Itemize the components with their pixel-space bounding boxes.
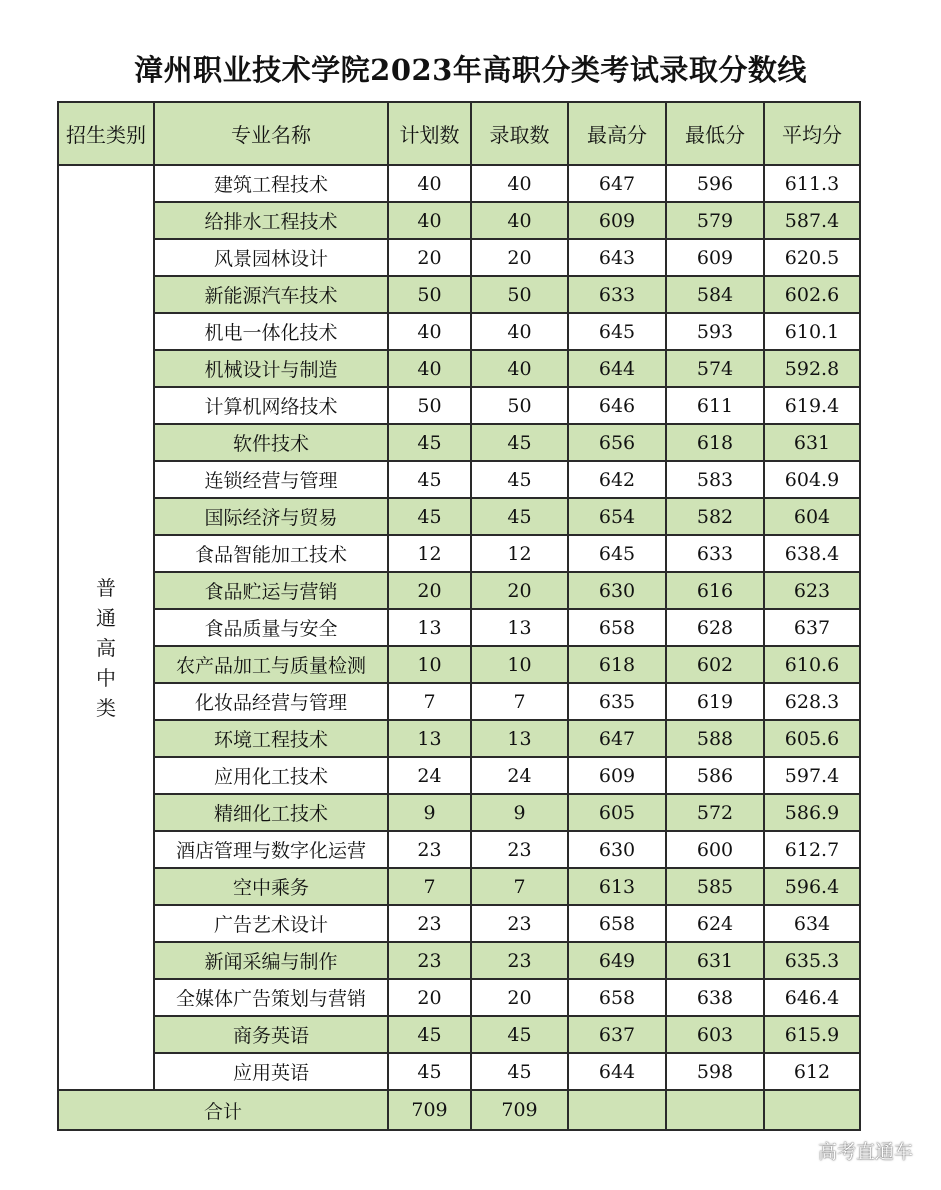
watermark: 高考直通车	[817, 1141, 913, 1163]
plan-cell: 40	[388, 165, 471, 202]
min-score-cell: 600	[666, 831, 764, 868]
max-score-cell: 645	[568, 535, 666, 572]
total-min-empty	[666, 1090, 764, 1130]
plan-cell: 13	[388, 609, 471, 646]
min-score-cell: 618	[666, 424, 764, 461]
min-score-cell: 609	[666, 239, 764, 276]
avg-score-cell: 612	[764, 1053, 860, 1090]
max-score-cell: 630	[568, 572, 666, 609]
avg-score-cell: 586.9	[764, 794, 860, 831]
major-cell: 新能源汽车技术	[154, 276, 388, 313]
avg-score-cell: 602.6	[764, 276, 860, 313]
major-cell: 新闻采编与制作	[154, 942, 388, 979]
avg-score-cell: 597.4	[764, 757, 860, 794]
max-score-cell: 643	[568, 239, 666, 276]
major-cell: 给排水工程技术	[154, 202, 388, 239]
col-header-plan: 计划数	[388, 102, 471, 165]
max-score-cell: 644	[568, 1053, 666, 1090]
table-row	[58, 535, 860, 572]
category-label: 普通高中类	[96, 575, 116, 720]
col-header-admitted: 录取数	[471, 102, 568, 165]
major-cell: 农产品加工与质量检测	[154, 646, 388, 683]
table-row	[58, 202, 860, 239]
table-row	[58, 1053, 860, 1090]
major-cell: 酒店管理与数字化运营	[154, 831, 388, 868]
table-body	[58, 165, 860, 1090]
avg-score-cell: 615.9	[764, 1016, 860, 1053]
total-label: 合计	[58, 1090, 388, 1130]
plan-cell: 45	[388, 498, 471, 535]
plan-cell: 40	[388, 202, 471, 239]
table-row	[58, 794, 860, 831]
plan-cell: 23	[388, 942, 471, 979]
table-row	[58, 942, 860, 979]
table-row	[58, 979, 860, 1016]
max-score-cell: 645	[568, 313, 666, 350]
plan-cell: 40	[388, 350, 471, 387]
major-cell: 建筑工程技术	[154, 165, 388, 202]
plan-cell: 10	[388, 646, 471, 683]
avg-score-cell: 619.4	[764, 387, 860, 424]
major-cell: 广告艺术设计	[154, 905, 388, 942]
major-cell: 软件技术	[154, 424, 388, 461]
max-score-cell: 609	[568, 202, 666, 239]
page-title: 漳州职业技术学院2023年高职分类考试录取分数线	[134, 53, 807, 87]
major-cell: 空中乘务	[154, 868, 388, 905]
min-score-cell: 583	[666, 461, 764, 498]
min-score-cell: 598	[666, 1053, 764, 1090]
max-score-cell: 647	[568, 165, 666, 202]
table-row	[58, 498, 860, 535]
min-score-cell: 616	[666, 572, 764, 609]
max-score-cell: 658	[568, 609, 666, 646]
total-admitted: 709	[471, 1090, 568, 1130]
major-cell: 商务英语	[154, 1016, 388, 1053]
admitted-cell: 7	[471, 868, 568, 905]
table-row	[58, 609, 860, 646]
avg-score-cell: 610.6	[764, 646, 860, 683]
admitted-cell: 45	[471, 1053, 568, 1090]
table-row	[58, 683, 860, 720]
plan-cell: 7	[388, 683, 471, 720]
admitted-cell: 23	[471, 942, 568, 979]
min-score-cell: 593	[666, 313, 764, 350]
min-score-cell: 582	[666, 498, 764, 535]
min-score-cell: 631	[666, 942, 764, 979]
max-score-cell: 658	[568, 905, 666, 942]
max-score-cell: 637	[568, 1016, 666, 1053]
admitted-cell: 45	[471, 461, 568, 498]
max-score-cell: 618	[568, 646, 666, 683]
max-score-cell: 635	[568, 683, 666, 720]
plan-cell: 12	[388, 535, 471, 572]
major-cell: 环境工程技术	[154, 720, 388, 757]
min-score-cell: 628	[666, 609, 764, 646]
min-score-cell: 579	[666, 202, 764, 239]
header-row	[58, 102, 860, 165]
table-row	[58, 646, 860, 683]
major-cell: 国际经济与贸易	[154, 498, 388, 535]
plan-cell: 45	[388, 424, 471, 461]
major-cell: 全媒体广告策划与营销	[154, 979, 388, 1016]
min-score-cell: 624	[666, 905, 764, 942]
plan-cell: 7	[388, 868, 471, 905]
max-score-cell: 658	[568, 979, 666, 1016]
min-score-cell: 585	[666, 868, 764, 905]
avg-score-cell: 628.3	[764, 683, 860, 720]
major-cell: 应用化工技术	[154, 757, 388, 794]
min-score-cell: 572	[666, 794, 764, 831]
plan-cell: 9	[388, 794, 471, 831]
min-score-cell: 584	[666, 276, 764, 313]
table-row	[58, 572, 860, 609]
total-plan: 709	[388, 1090, 471, 1130]
table-row	[58, 757, 860, 794]
avg-score-cell: 635.3	[764, 942, 860, 979]
table-row	[58, 905, 860, 942]
admitted-cell: 9	[471, 794, 568, 831]
table-row	[58, 868, 860, 905]
major-cell: 化妆品经营与管理	[154, 683, 388, 720]
avg-score-cell: 646.4	[764, 979, 860, 1016]
avg-score-cell: 610.1	[764, 313, 860, 350]
admitted-cell: 12	[471, 535, 568, 572]
max-score-cell: 605	[568, 794, 666, 831]
max-score-cell: 644	[568, 350, 666, 387]
max-score-cell: 646	[568, 387, 666, 424]
min-score-cell: 586	[666, 757, 764, 794]
min-score-cell: 588	[666, 720, 764, 757]
admitted-cell: 7	[471, 683, 568, 720]
avg-score-cell: 634	[764, 905, 860, 942]
plan-cell: 13	[388, 720, 471, 757]
admission-table	[57, 101, 861, 1131]
table-row	[58, 461, 860, 498]
plan-cell: 45	[388, 1016, 471, 1053]
plan-cell: 50	[388, 276, 471, 313]
major-cell: 风景园林设计	[154, 239, 388, 276]
major-cell: 连锁经营与管理	[154, 461, 388, 498]
avg-score-cell: 604	[764, 498, 860, 535]
max-score-cell: 609	[568, 757, 666, 794]
table-row	[58, 313, 860, 350]
col-header-category: 招生类别	[58, 102, 154, 165]
admitted-cell: 45	[471, 1016, 568, 1053]
plan-cell: 20	[388, 572, 471, 609]
max-score-cell: 613	[568, 868, 666, 905]
avg-score-cell: 592.8	[764, 350, 860, 387]
avg-score-cell: 631	[764, 424, 860, 461]
table-row	[58, 424, 860, 461]
admitted-cell: 23	[471, 831, 568, 868]
admitted-cell: 23	[471, 905, 568, 942]
admitted-cell: 45	[471, 424, 568, 461]
col-header-avg: 平均分	[764, 102, 860, 165]
table-row	[58, 831, 860, 868]
total-max-empty	[568, 1090, 666, 1130]
avg-score-cell: 596.4	[764, 868, 860, 905]
avg-score-cell: 638.4	[764, 535, 860, 572]
major-cell: 食品智能加工技术	[154, 535, 388, 572]
max-score-cell: 642	[568, 461, 666, 498]
avg-score-cell: 605.6	[764, 720, 860, 757]
category-cell	[58, 165, 154, 1090]
major-cell: 计算机网络技术	[154, 387, 388, 424]
table-row	[58, 165, 860, 202]
table-row	[58, 239, 860, 276]
major-cell: 应用英语	[154, 1053, 388, 1090]
admitted-cell: 20	[471, 979, 568, 1016]
col-header-max: 最高分	[568, 102, 666, 165]
avg-score-cell: 623	[764, 572, 860, 609]
admitted-cell: 10	[471, 646, 568, 683]
min-score-cell: 633	[666, 535, 764, 572]
admitted-cell: 40	[471, 313, 568, 350]
max-score-cell: 647	[568, 720, 666, 757]
table-row	[58, 387, 860, 424]
plan-cell: 23	[388, 905, 471, 942]
admitted-cell: 40	[471, 165, 568, 202]
admitted-cell: 45	[471, 498, 568, 535]
major-cell: 食品质量与安全	[154, 609, 388, 646]
major-cell: 机电一体化技术	[154, 313, 388, 350]
admitted-cell: 13	[471, 609, 568, 646]
admitted-cell: 13	[471, 720, 568, 757]
avg-score-cell: 612.7	[764, 831, 860, 868]
min-score-cell: 596	[666, 165, 764, 202]
max-score-cell: 630	[568, 831, 666, 868]
admitted-cell: 24	[471, 757, 568, 794]
avg-score-cell: 604.9	[764, 461, 860, 498]
major-cell: 食品贮运与营销	[154, 572, 388, 609]
avg-score-cell: 620.5	[764, 239, 860, 276]
plan-cell: 20	[388, 239, 471, 276]
table-row	[58, 1016, 860, 1053]
avg-score-cell: 587.4	[764, 202, 860, 239]
max-score-cell: 649	[568, 942, 666, 979]
admitted-cell: 40	[471, 350, 568, 387]
admitted-cell: 40	[471, 202, 568, 239]
plan-cell: 20	[388, 979, 471, 1016]
admitted-cell: 20	[471, 239, 568, 276]
total-row	[58, 1090, 860, 1130]
max-score-cell: 654	[568, 498, 666, 535]
col-header-major: 专业名称	[154, 102, 388, 165]
min-score-cell: 602	[666, 646, 764, 683]
plan-cell: 45	[388, 1053, 471, 1090]
max-score-cell: 633	[568, 276, 666, 313]
min-score-cell: 611	[666, 387, 764, 424]
max-score-cell: 656	[568, 424, 666, 461]
min-score-cell: 638	[666, 979, 764, 1016]
total-avg-empty	[764, 1090, 860, 1130]
admitted-cell: 20	[471, 572, 568, 609]
table-row	[58, 276, 860, 313]
admitted-cell: 50	[471, 276, 568, 313]
min-score-cell: 574	[666, 350, 764, 387]
plan-cell: 24	[388, 757, 471, 794]
plan-cell: 40	[388, 313, 471, 350]
min-score-cell: 619	[666, 683, 764, 720]
table-row	[58, 720, 860, 757]
min-score-cell: 603	[666, 1016, 764, 1053]
avg-score-cell: 611.3	[764, 165, 860, 202]
major-cell: 机械设计与制造	[154, 350, 388, 387]
plan-cell: 50	[388, 387, 471, 424]
plan-cell: 23	[388, 831, 471, 868]
plan-cell: 45	[388, 461, 471, 498]
major-cell: 精细化工技术	[154, 794, 388, 831]
col-header-min: 最低分	[666, 102, 764, 165]
table-row	[58, 350, 860, 387]
avg-score-cell: 637	[764, 609, 860, 646]
admitted-cell: 50	[471, 387, 568, 424]
